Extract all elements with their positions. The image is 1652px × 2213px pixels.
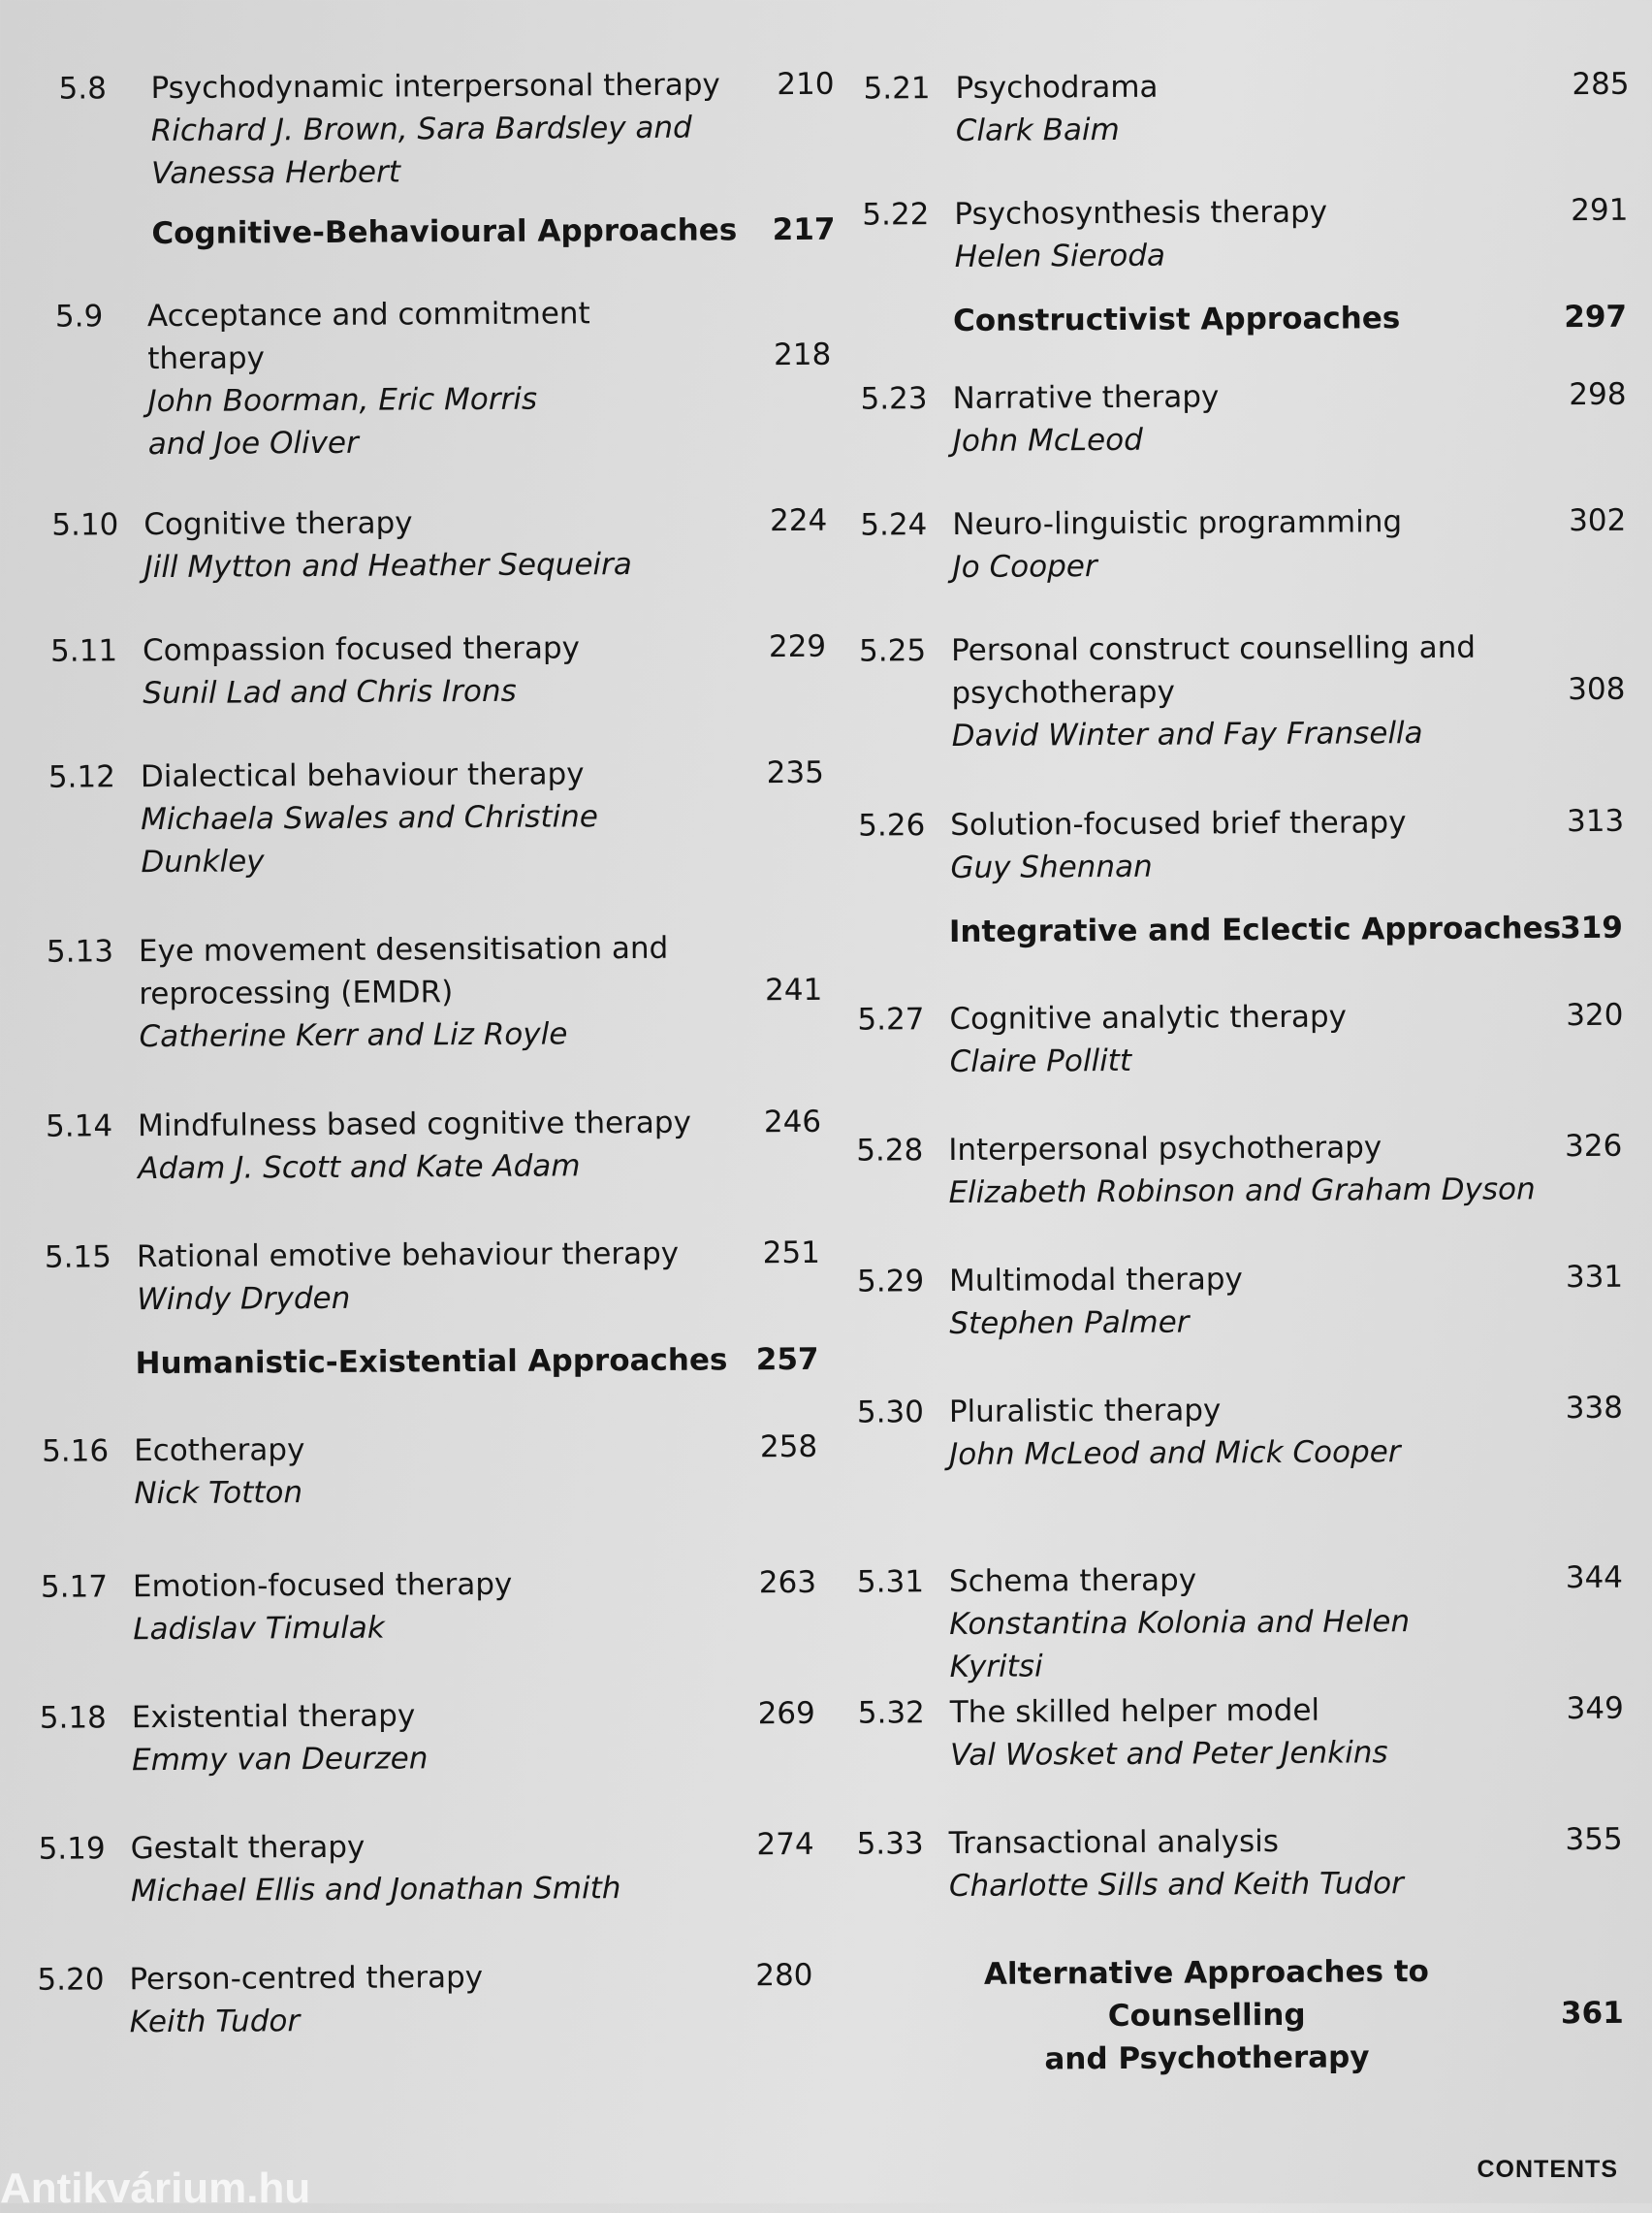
chapter-authors: Catherine Kerr and Liz Royle xyxy=(139,1016,568,1055)
entry-text xyxy=(133,1563,513,1651)
entry-text xyxy=(147,292,591,465)
chapter-authors: Nick Totton xyxy=(134,1475,303,1512)
page-number: 235 xyxy=(766,754,824,791)
toc-entry[interactable] xyxy=(45,1101,822,1187)
chapter-authors: Emmy van Deurzen xyxy=(131,1741,429,1779)
chapter-number: 5.19 xyxy=(38,1831,106,1867)
chapter-authors: Sunil Lad and Chris Irons xyxy=(143,673,517,712)
section-title: Humanistic-Existential Approaches xyxy=(135,1342,728,1382)
chapter-authors: and Joe Oliver xyxy=(147,425,359,463)
chapter-number: 5.15 xyxy=(44,1239,112,1275)
toc-entry[interactable] xyxy=(856,1125,1623,1211)
chapter-authors: Charlotte Sills and Keith Tudor xyxy=(948,1866,1404,1905)
page-number: 326 xyxy=(1564,1128,1623,1165)
chapter-title: Person-centred therapy xyxy=(129,1959,484,1998)
chapter-title: Acceptance and commitment xyxy=(146,296,590,335)
chapter-authors: John McLeod and Mick Cooper xyxy=(949,1434,1401,1473)
toc-entry[interactable] xyxy=(860,499,1627,586)
chapter-number: 5.23 xyxy=(860,381,928,417)
section-page-number: 361 xyxy=(1560,1995,1624,2032)
chapter-title: psychotherapy xyxy=(951,674,1175,712)
entry-text xyxy=(129,1956,483,2043)
page-number: 355 xyxy=(1565,1821,1623,1858)
page-number: 349 xyxy=(1566,1690,1624,1727)
chapter-title: Narrative therapy xyxy=(952,379,1220,417)
chapter-authors: David Winter and Fay Fransella xyxy=(951,716,1423,754)
chapter-number: 5.27 xyxy=(857,1002,925,1038)
chapter-title: Mindfulness based cognitive therapy xyxy=(137,1105,691,1144)
chapter-authors: Richard J. Brown, Sara Bardsley and xyxy=(150,110,692,149)
chapter-authors: Windy Dryden xyxy=(137,1280,351,1318)
chapter-title: Dialectical behaviour therapy xyxy=(140,756,585,795)
toc-entry[interactable] xyxy=(46,926,823,1055)
section-title-line: Alternative Approaches to Counselling xyxy=(983,1954,1430,2035)
chapter-number: 5.30 xyxy=(856,1395,925,1430)
entry-text xyxy=(951,626,1477,757)
chapter-title: Psychosynthesis therapy xyxy=(954,194,1328,232)
chapter-authors: Kyritsi xyxy=(949,1649,1043,1685)
toc-entry[interactable] xyxy=(856,1818,1623,1905)
chapter-number: 5.14 xyxy=(45,1108,113,1144)
toc-entry[interactable] xyxy=(858,800,1625,886)
page-number: 251 xyxy=(762,1235,821,1271)
chapter-number: 5.10 xyxy=(51,507,119,543)
page-number: 285 xyxy=(1572,66,1630,103)
chapter-authors: Helen Sieroda xyxy=(954,238,1166,274)
entry-text xyxy=(134,1428,305,1515)
entry-text xyxy=(952,500,1402,589)
section-title: Cognitive-Behavioural Approaches xyxy=(151,212,738,252)
entry-text xyxy=(139,927,669,1058)
page-number: 246 xyxy=(763,1104,822,1140)
toc-entry[interactable] xyxy=(856,1556,1624,1685)
chapter-title: therapy xyxy=(147,340,266,377)
chapter-title: Pluralistic therapy xyxy=(948,1393,1222,1430)
chapter-authors: Konstantina Kolonia and Helen xyxy=(949,1604,1411,1643)
entry-text xyxy=(954,191,1327,278)
entry-text xyxy=(949,1557,1411,1688)
chapter-title: Existential therapy xyxy=(131,1698,416,1736)
chapter-title: Gestalt therapy xyxy=(130,1829,365,1867)
toc-entry[interactable] xyxy=(40,1561,817,1648)
toc-entry[interactable] xyxy=(48,752,824,881)
chapter-number: 5.26 xyxy=(858,808,926,844)
toc-entry[interactable] xyxy=(857,994,1624,1080)
section-heading xyxy=(857,1949,1624,2077)
chapter-title: Ecotherapy xyxy=(134,1432,305,1469)
chapter-authors: Jo Cooper xyxy=(952,549,1097,586)
chapter-title: Eye movement desensitisation and xyxy=(138,930,669,970)
chapter-number: 5.11 xyxy=(49,633,118,669)
section-title-line: and Psychotherapy xyxy=(1044,2039,1370,2077)
page-number: 263 xyxy=(758,1564,817,1601)
entry-text xyxy=(950,801,1407,889)
chapter-title: Schema therapy xyxy=(948,1562,1197,1600)
entry-text xyxy=(952,375,1219,463)
toc-entry[interactable] xyxy=(862,189,1629,274)
toc-entry[interactable] xyxy=(860,373,1627,460)
toc-entry[interactable] xyxy=(42,1426,818,1512)
chapter-number: 5.29 xyxy=(856,1264,925,1299)
chapter-authors: Val Wosket and Peter Jenkins xyxy=(949,1735,1388,1774)
chapter-number: 5.22 xyxy=(862,197,930,233)
page-number: 274 xyxy=(756,1826,814,1863)
section-heading xyxy=(857,907,1623,950)
chapter-title: Transactional analysis xyxy=(948,1823,1280,1862)
chapter-authors: John Boorman, Eric Morris xyxy=(147,381,538,420)
section-heading xyxy=(861,296,1628,339)
toc-entry[interactable] xyxy=(863,63,1630,148)
page-number: 224 xyxy=(770,502,828,539)
entry-text xyxy=(949,1258,1243,1345)
page-number: 308 xyxy=(1568,671,1626,708)
chapter-title: Neuro-linguistic programming xyxy=(952,504,1403,543)
chapter-authors: Dunkley xyxy=(141,844,265,881)
toc-entry[interactable] xyxy=(38,1823,814,1909)
chapter-authors: Ladislav Timulak xyxy=(133,1610,385,1648)
entry-text xyxy=(143,626,580,715)
page-number: 313 xyxy=(1566,803,1625,840)
toc-entry[interactable] xyxy=(49,625,827,712)
chapter-authors: Claire Pollitt xyxy=(949,1042,1132,1080)
page-number: 302 xyxy=(1569,502,1627,539)
chapter-authors: John McLeod xyxy=(952,422,1143,460)
section-title: Constructivist Approaches xyxy=(952,301,1401,339)
toc-entry[interactable] xyxy=(54,291,832,463)
chapter-title: Emotion-focused therapy xyxy=(132,1566,513,1605)
chapter-number: 5.12 xyxy=(48,759,116,795)
entry-text xyxy=(949,1388,1401,1476)
chapter-authors: Adam J. Scott and Kate Adam xyxy=(138,1148,581,1187)
chapter-number: 5.9 xyxy=(54,299,104,335)
chapter-title: Multimodal therapy xyxy=(948,1262,1243,1299)
chapter-number: 5.13 xyxy=(46,934,114,970)
page-number: 291 xyxy=(1571,192,1629,229)
page-number: 269 xyxy=(757,1695,815,1732)
entry-text xyxy=(138,1102,691,1190)
chapter-title: The skilled helper model xyxy=(949,1692,1320,1731)
toc-entry[interactable] xyxy=(37,1954,813,2040)
entry-text xyxy=(950,1688,1388,1777)
entry-text xyxy=(137,1233,680,1321)
chapter-title: Psychodrama xyxy=(955,69,1159,106)
chapter-number: 5.28 xyxy=(856,1133,924,1169)
chapter-title: Personal construct counselling and xyxy=(951,629,1477,669)
chapter-title: Rational emotive behaviour therapy xyxy=(136,1235,680,1275)
entry-text xyxy=(955,66,1158,152)
chapter-title: Psychodynamic interpersonal therapy xyxy=(150,67,720,107)
section-heading xyxy=(59,208,836,252)
watermark: Antikvárium.hu xyxy=(0,2165,311,2212)
chapter-number: 5.25 xyxy=(859,633,927,669)
section-page-number: 297 xyxy=(1564,299,1628,336)
chapter-title: reprocessing (EMDR) xyxy=(139,975,454,1012)
section-heading xyxy=(43,1338,819,1382)
toc-entry[interactable] xyxy=(856,1387,1624,1473)
page-number: 280 xyxy=(755,1957,813,1994)
chapter-title: Cognitive analytic therapy xyxy=(949,999,1348,1038)
toc-entry[interactable] xyxy=(44,1232,821,1318)
running-footer: CONTENTS xyxy=(1477,2156,1618,2183)
page-number: 338 xyxy=(1565,1390,1624,1427)
chapter-number: 5.16 xyxy=(42,1433,110,1469)
entry-text xyxy=(132,1694,429,1781)
chapter-title: Cognitive therapy xyxy=(143,505,413,543)
entry-text xyxy=(948,1819,1403,1908)
chapter-authors: Elizabeth Robinson and Graham Dyson xyxy=(948,1171,1536,1211)
page-number: 320 xyxy=(1566,997,1624,1034)
entry-text xyxy=(948,1125,1536,1214)
chapter-number: 5.20 xyxy=(37,1962,105,1998)
chapter-number: 5.32 xyxy=(857,1695,925,1731)
chapter-number: 5.31 xyxy=(856,1564,925,1600)
page-number: 344 xyxy=(1565,1559,1624,1596)
section-page-number: 257 xyxy=(755,1341,819,1378)
chapter-authors: Stephen Palmer xyxy=(949,1304,1190,1342)
chapter-number: 5.8 xyxy=(58,71,107,107)
chapter-title: Solution-focused brief therapy xyxy=(950,805,1407,844)
page-number: 210 xyxy=(777,66,835,103)
section-page-number: 217 xyxy=(772,211,836,248)
chapter-number: 5.17 xyxy=(40,1569,109,1605)
page-number: 331 xyxy=(1565,1259,1624,1296)
entry-text xyxy=(143,500,632,589)
chapter-authors: Michaela Swales and Christine xyxy=(141,799,599,838)
chapter-authors: Keith Tudor xyxy=(129,2004,301,2040)
page-number: 241 xyxy=(764,972,823,1009)
toc-entry[interactable] xyxy=(58,63,835,192)
toc-entry[interactable] xyxy=(856,1256,1624,1342)
entry-text xyxy=(131,1824,621,1912)
section-page-number: 319 xyxy=(1560,910,1623,946)
page-number: 218 xyxy=(773,337,832,373)
entry-text xyxy=(150,63,720,195)
page-number: 298 xyxy=(1569,376,1627,413)
chapter-title: Compassion focused therapy xyxy=(142,630,581,669)
page-number: 258 xyxy=(759,1428,818,1465)
entry-text xyxy=(949,996,1347,1083)
toc-entry[interactable] xyxy=(39,1692,815,1779)
chapter-number: 5.24 xyxy=(860,507,928,543)
chapter-title: Interpersonal psychotherapy xyxy=(948,1130,1382,1169)
section-title: Integrative and Eclectic Approaches xyxy=(948,911,1562,950)
chapter-number: 5.21 xyxy=(863,71,931,107)
chapter-authors: Jill Mytton and Heather Sequeira xyxy=(143,547,632,586)
chapter-number: 5.33 xyxy=(856,1826,924,1862)
toc-entry[interactable] xyxy=(51,499,828,586)
chapter-authors: Clark Baim xyxy=(955,112,1120,148)
chapter-number: 5.18 xyxy=(39,1700,107,1736)
section-title xyxy=(925,1950,1488,2082)
page-number: 229 xyxy=(768,628,827,665)
chapter-authors: Vanessa Herbert xyxy=(150,154,401,192)
chapter-authors: Guy Shennan xyxy=(950,849,1153,886)
toc-entry[interactable] xyxy=(859,625,1626,754)
chapter-authors: Michael Ellis and Jonathan Smith xyxy=(130,1871,621,1909)
entry-text xyxy=(141,753,599,883)
